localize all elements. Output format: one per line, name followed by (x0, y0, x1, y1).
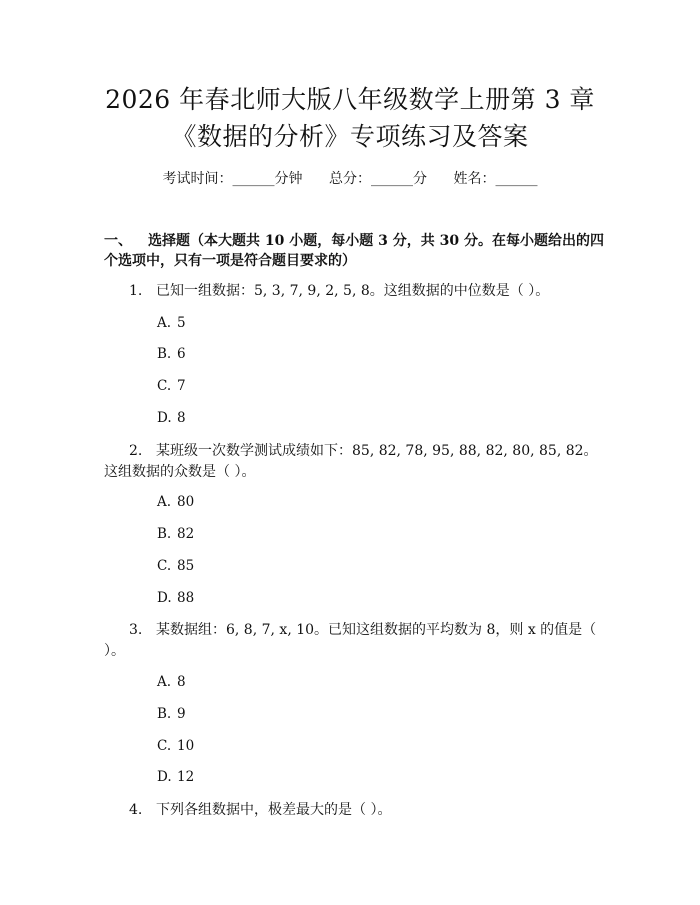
option-value: 80 (177, 494, 195, 510)
option-letter: A. (157, 315, 172, 331)
option-1-b (157, 345, 186, 363)
option-1-c (157, 377, 186, 395)
option-2-d (157, 589, 194, 607)
question-text: 某数据组：6, 8, 7, x, 10。已知这组数据的平均数为 8，则 x 的值是（ ）。 (104, 622, 597, 659)
question-text: 某班级一次数学测试成绩如下：85, 82, 78, 95, 88, 82, 80, 85, 82。这组数据的众数是（ ）。 (104, 443, 598, 480)
option-letter: D. (157, 410, 172, 426)
question-1 (104, 281, 604, 302)
option-value: 88 (177, 590, 195, 606)
option-value: 9 (177, 706, 186, 722)
option-value: 8 (177, 674, 186, 690)
exam-time-field: 考试时间：______分钟 (162, 171, 303, 187)
option-letter: C. (157, 738, 172, 754)
option-2-c (157, 557, 194, 575)
option-letter: D. (157, 769, 172, 785)
option-3-b (157, 705, 186, 723)
option-1-d (157, 409, 186, 427)
option-letter: D. (157, 590, 172, 606)
question-text: 已知一组数据：5, 3, 7, 9, 2, 5, 8。这组数据的中位数是（ ）。 (156, 283, 550, 299)
question-text: 下列各组数据中，极差最大的是（ ）。 (156, 802, 392, 818)
page-title-line-2: 《数据的分析》专项练习及答案 (171, 122, 529, 151)
question-3 (104, 620, 604, 662)
name-field: 姓名：______ (453, 171, 538, 187)
option-value: 7 (177, 378, 186, 394)
option-value: 12 (177, 769, 195, 785)
option-3-a (157, 673, 186, 691)
question-number: 4. (129, 802, 143, 818)
option-2-a (157, 493, 194, 511)
option-letter: A. (157, 674, 172, 690)
section-description: 选择题（本大题共 10 小题，每小题 3 分，共 30 分。在每小题给出的四个选项中，只有一项是符合题目要求的） (104, 233, 604, 269)
option-3-c (157, 737, 194, 755)
question-4 (104, 800, 604, 821)
option-letter: A. (157, 494, 172, 510)
option-1-a (157, 314, 186, 332)
option-letter: B. (157, 526, 172, 542)
option-value: 85 (177, 558, 195, 574)
question-number: 1. (129, 283, 143, 299)
option-value: 6 (177, 346, 186, 362)
option-value: 5 (177, 315, 186, 331)
option-letter: C. (157, 378, 172, 394)
question-2 (104, 441, 604, 483)
option-letter: C. (157, 558, 172, 574)
option-letter: B. (157, 346, 172, 362)
exam-info-line (0, 169, 700, 189)
option-value: 8 (177, 410, 186, 426)
option-value: 82 (177, 526, 195, 542)
option-3-d (157, 768, 194, 786)
question-number: 2. (129, 443, 143, 459)
option-2-b (157, 525, 194, 543)
question-number: 3. (129, 622, 143, 638)
option-letter: B. (157, 706, 172, 722)
option-value: 10 (177, 738, 195, 754)
section-heading (104, 231, 604, 271)
section-number: 一、 (104, 233, 132, 249)
page-title-line-1: 2026 年春北师大版八年级数学上册第 3 章 (105, 85, 595, 114)
total-score-field: 总分：______分 (329, 171, 427, 187)
